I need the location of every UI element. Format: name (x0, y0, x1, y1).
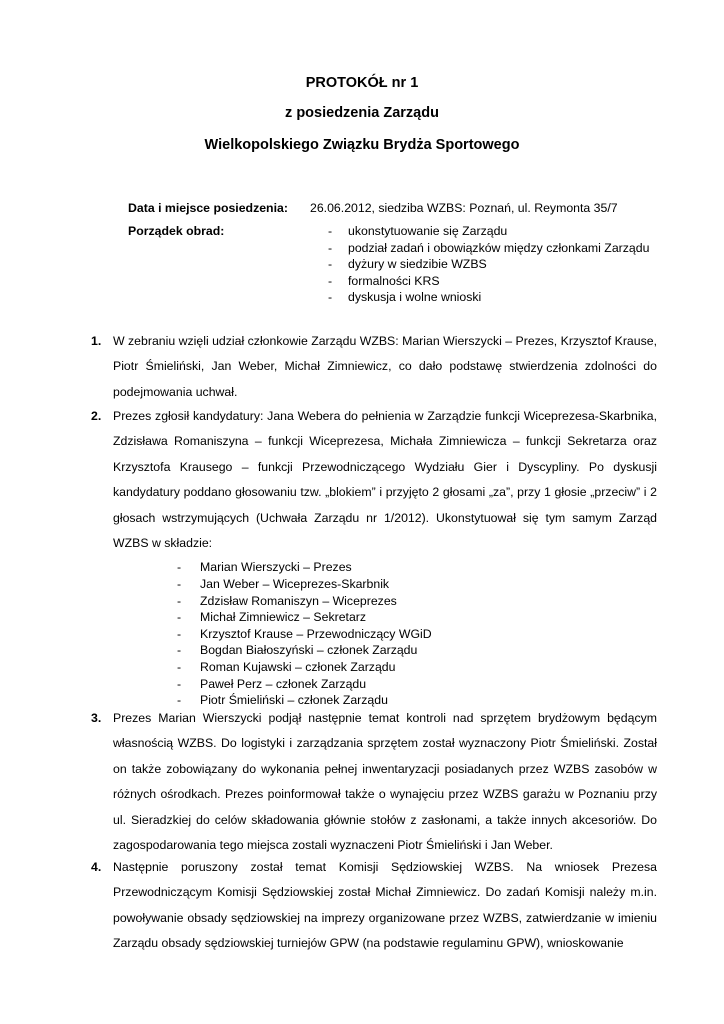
agenda-item: dyżury w siedzibie WZBS (348, 257, 487, 272)
point-number: 4. (91, 860, 102, 874)
board-member: Krzysztof Krause – Przewodniczący WGiD (200, 626, 432, 641)
board-member: Jan Weber – Wiceprezes-Skarbnik (200, 577, 390, 592)
meeting-date-value: 26.06.2012, siedziba WZBS: Poznań, ul. Reymonta 35/7 (310, 201, 618, 215)
list-bullet: - (328, 224, 333, 238)
list-bullet: - (177, 560, 182, 575)
point-text: W zebraniu wzięli udział członkowie Zarządu WZBS: Marian Wierszycki – Prezes, Krzysztof Krause, Piotr Śmieliński, Jan Weber, Michał Zimniewicz, co dało podstawę stwierdzenia zdolności do podejmowania uchwał. (113, 334, 657, 399)
list-item (91, 676, 511, 693)
board-member: Paweł Perz – członek Zarządu (200, 676, 367, 691)
agenda-item: podział zadań i obowiązków między członkami Zarządu (348, 240, 650, 255)
agenda-label: Porządek obrad: (128, 224, 225, 238)
list-bullet: - (328, 290, 333, 305)
list-item (91, 609, 511, 626)
list-item (91, 559, 511, 576)
board-member: Michał Zimniewicz – Sekretarz (200, 610, 367, 625)
document-subtitle: z posiedzenia Zarządu (285, 105, 439, 121)
list-bullet: - (328, 240, 333, 255)
point-text: Następnie poruszony został temat Komisji Sędziowskiej WZBS. Na wniosek Prezesa Przewodniczącym Komisji Sędziowskiej został Michał Zimniewicz. Do zadań Komisji należy m.in. powoływanie obsady sędziowskiej na imprezy organizowane przez WZBS, zatwierdzanie w imieniu Zarządu obsady sędziowskiej turniejów GPW (na podstawie regulaminu GPW), wnioskowanie (113, 860, 657, 951)
organization-name: Wielkopolskiego Związku Brydża Sportowego (204, 137, 520, 153)
list-item (310, 240, 690, 257)
list-bullet: - (177, 610, 182, 625)
board-member: Zdzisław Romaniszyn – Wiceprezes (200, 593, 397, 608)
list-item (91, 659, 511, 676)
point-number: 1. (91, 334, 102, 348)
board-members-list (91, 559, 511, 708)
list-bullet: - (177, 577, 182, 592)
point-4 (91, 855, 657, 957)
list-item (310, 256, 690, 273)
point-3 (91, 706, 657, 858)
point-text: Prezes Marian Wierszycki podjął następnie temat kontroli nad sprzętem brydżowym będącym własnością WZBS. Do logistyki i zarządzania sprzętem został wyznaczony Piotr Śmieliński. Został on także zobowiązany do wykonania pełnej inwentaryzacji posiadanych przez WZBS zasobów w różnych ośrodkach. Prezes poinformował także o wynajęciu przez WZBS garażu w Poznaniu przy ul. Sieradzkiej do celów składowania głównie stołów z zasłonami, a także innych akcesoriów. Do zagospodarowania tego miejsca zostali wyznaczeni Piotr Śmieliński i Jan Weber. (113, 711, 657, 853)
point-number: 2. (91, 409, 102, 423)
list-bullet: - (177, 643, 182, 658)
list-bullet: - (177, 626, 182, 641)
point-2 (91, 404, 657, 709)
list-bullet: - (177, 593, 182, 608)
agenda-item: ukonstytuowanie się Zarządu (348, 224, 508, 238)
point-number: 3. (91, 711, 102, 725)
board-member: Marian Wierszycki – Prezes (200, 560, 352, 575)
list-item (91, 642, 511, 659)
agenda-item: dyskusja i wolne wnioski (348, 290, 482, 305)
document-title: PROTOKÓŁ nr 1 (305, 75, 419, 91)
board-member: Roman Kujawski – członek Zarządu (200, 660, 396, 674)
list-item (91, 593, 511, 610)
list-bullet: - (177, 693, 182, 708)
list-bullet: - (177, 676, 182, 691)
list-item (91, 626, 511, 643)
list-item (310, 273, 690, 290)
list-bullet: - (177, 660, 182, 674)
list-bullet: - (328, 257, 333, 272)
meeting-date-label: Data i miejsce posiedzenia: (128, 201, 288, 215)
point-1 (91, 329, 657, 405)
board-member: Piotr Śmieliński – członek Zarządu (200, 693, 388, 708)
board-member: Bogdan Białoszyński – członek Zarządu (200, 643, 418, 658)
list-bullet: - (328, 273, 333, 288)
list-item (310, 289, 690, 306)
list-item (91, 576, 511, 593)
agenda-list (310, 223, 690, 306)
list-item (310, 223, 690, 240)
agenda-item: formalności KRS (348, 273, 440, 288)
point-text: Prezes zgłosił kandydatury: Jana Webera do pełnienia w Zarządzie funkcji Wiceprezesa-Skarbnika, Zdzisława Romaniszyna – funkcji Wiceprezesa, Michała Zimniewicza – funkcji Sekretarza oraz Krzysztofa Krausego – funkcji Przewodniczącego Wydziału Gier i Dyscypliny. Po dyskusji kandydatury poddano głosowaniu tzw. „blokiem” i przyjęto 2 głosami „za”, przy 1 głosie „przeciw” i 2 głosach wstrzymujących (Uchwała Zarządu nr 1/2012). Ukonstytuował się tym samym Zarząd WZBS w składzie: (113, 409, 657, 551)
